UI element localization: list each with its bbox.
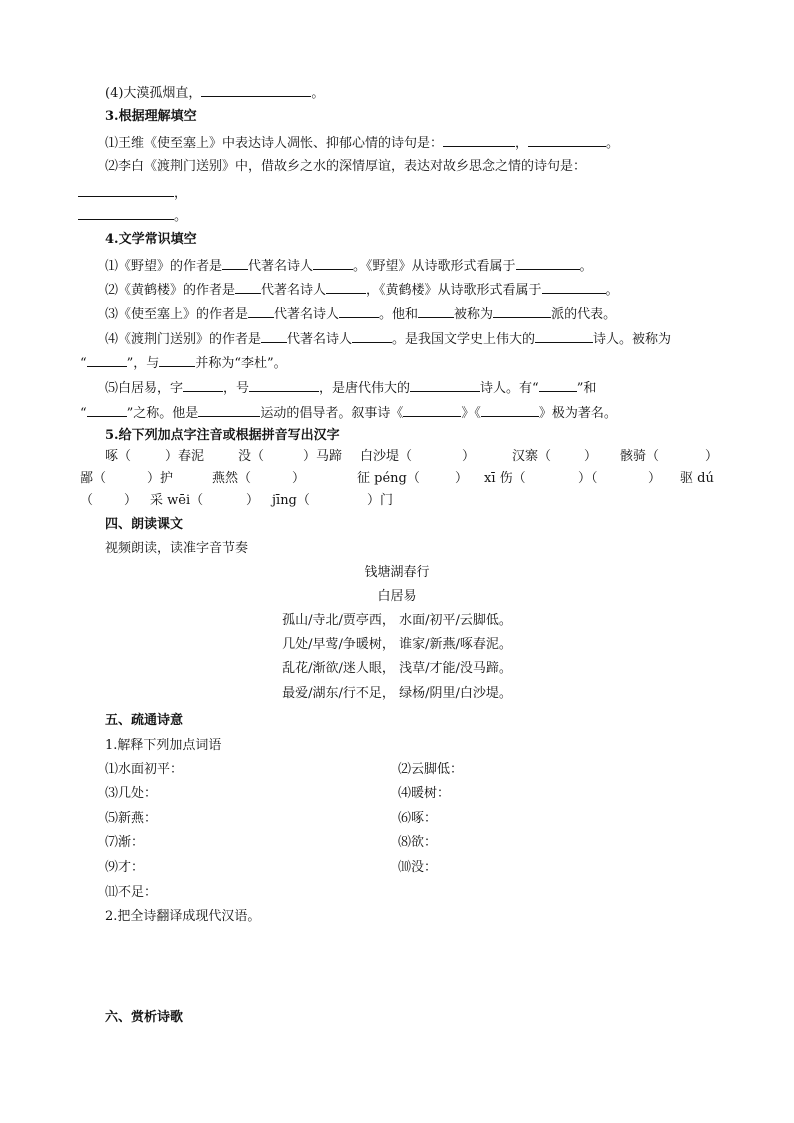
answer-blank[interactable] [339,305,379,318]
section-read-title: 四、朗读课文 [105,517,184,532]
answer-blank[interactable] [261,330,287,343]
answer-blank[interactable] [313,257,353,270]
answer-blank[interactable] [78,207,174,220]
answer-blank[interactable] [528,134,606,147]
poem-line: 几处/早莺/争暖树， 谁家/新燕/啄春泥。 [282,637,512,652]
answer-blank[interactable] [410,379,480,392]
word-item: ⑶几处： [105,786,158,801]
section-appreciate-title: 六、赏析诗歌 [105,1010,184,1025]
section-meaning-q2: 2.把全诗翻译成现代汉语。 [105,909,261,924]
word-item: ⑹啄： [398,811,438,826]
word-item: ⑸新燕： [105,811,158,826]
answer-blank[interactable] [352,330,392,343]
s3-q1: ⑴王维《使至塞上》中表达诗人凋怅、抑郁心情的诗句是： ， 。 [105,136,620,151]
word-item: ⑷暖树： [398,786,451,801]
answer-blank[interactable] [481,404,539,417]
answer-blank[interactable] [326,281,366,294]
poem-author: 白居易 [377,589,417,604]
s4-q5: ⑸白居易，字 ，号 ，是唐代伟大的 诗人。有“ ”和 [105,381,597,396]
answer-blank[interactable] [248,305,274,318]
poem-line: 最爱/湖东/行不足， 绿杨/阴里/白沙堤。 [282,686,512,701]
answer-blank[interactable] [235,281,261,294]
word-item: ⑼才： [105,860,145,875]
s4-q4-cont: “ ”，与 并称为“李杜”。 [80,356,287,371]
section-5-title: 5.给下列加点字注音或根据拼音写出汉字 [105,428,340,443]
section-meaning-q1: 1.解释下列加点词语 [105,738,222,753]
word-item: ⑽没： [398,860,438,875]
q4-text: (4)大漠孤烟直， [105,86,202,101]
answer-blank[interactable] [249,379,319,392]
answer-blank[interactable] [493,305,551,318]
answer-blank[interactable] [198,404,260,417]
answer-blank[interactable] [201,84,311,97]
answer-blank[interactable] [87,354,127,367]
s3-q2-line2: 。 [78,207,187,225]
poem-line: 孤山/寺北/贾亭西， 水面/初平/云脚低。 [282,613,512,628]
word-item: ⑴水面初平： [105,762,184,777]
answer-blank[interactable] [403,404,461,417]
word-item: ⑵云脚低： [398,762,464,777]
s4-q1: ⑴《野望》的作者是 代著名诗人 。《野望》从诗歌形式看属于 。 [105,259,593,274]
s4-q3: ⑶《使至塞上》的作者是 代著名诗人 。他和 被称为 派的代表。 [105,307,617,322]
section-read-subtitle: 视频朗读，读准字音节奏 [105,541,249,556]
poem-line: 乱花/渐欲/迷人眼， 浅草/才能/没马蹄。 [282,661,512,676]
word-item: ⑾不足： [105,885,158,900]
answer-blank[interactable] [535,330,593,343]
answer-blank[interactable] [443,134,515,147]
answer-blank[interactable] [78,184,174,197]
s4-q5-cont: “ ”之称。他是 运动的倡导者。叙事诗《 》《 》极为著名。 [80,406,617,421]
s4-q2: ⑵《黄鹤楼》的作者是 代著名诗人 ，《黄鹤楼》从诗歌形式看属于 。 [105,283,619,298]
s4-q4: ⑷《渡荆门送别》的作者是 代著名诗人 。是我国文学史上伟大的 诗人。被称为 [105,332,672,347]
answer-blank[interactable] [539,379,577,392]
section-4-title: 4.文学常识填空 [105,232,197,247]
s3-q2-line1: ， [78,184,187,202]
section-3-title: 3.根据理解填空 [105,109,197,124]
section-meaning-title: 五、疏通诗意 [105,713,184,728]
answer-blank[interactable] [516,257,580,270]
word-item: ⑻欲： [398,835,438,850]
answer-blank[interactable] [542,281,606,294]
answer-blank[interactable] [418,305,454,318]
s3-line-q4: (4)大漠孤烟直， 。 [105,86,325,101]
answer-blank[interactable] [222,257,248,270]
word-item: ⑺渐： [105,835,145,850]
answer-blank[interactable] [159,354,195,367]
answer-blank[interactable] [87,404,127,417]
s3-q2: ⑵李白《渡荆门送别》中，借故乡之水的深情厚谊，表达对故乡思念之情的诗句是： [105,159,587,174]
answer-blank[interactable] [183,379,223,392]
poem-title: 钱塘湖春行 [364,565,430,580]
